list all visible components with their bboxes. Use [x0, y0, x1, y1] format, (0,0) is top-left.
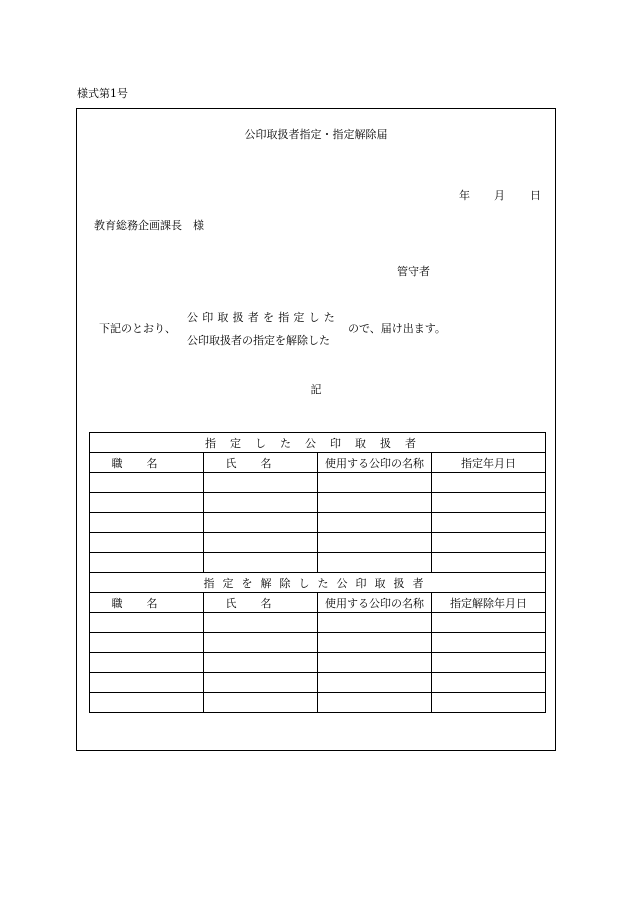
- form-frame: [76, 108, 556, 751]
- column-header: 氏名: [204, 593, 318, 613]
- table-row: [90, 693, 546, 713]
- table-cell[interactable]: [432, 633, 546, 653]
- table-cell[interactable]: [204, 553, 318, 573]
- table-cell[interactable]: [204, 673, 318, 693]
- table-cell[interactable]: [318, 613, 432, 633]
- table-cell[interactable]: [432, 553, 546, 573]
- table-cell[interactable]: [318, 493, 432, 513]
- table-cell[interactable]: [90, 673, 204, 693]
- statement-suffix: ので、届け出ます。: [348, 322, 446, 335]
- date-month: 月: [494, 189, 505, 202]
- table-cell[interactable]: [318, 693, 432, 713]
- table-row: [90, 533, 546, 553]
- register-table: [89, 432, 546, 713]
- table-cell[interactable]: [432, 473, 546, 493]
- table-cell[interactable]: [204, 653, 318, 673]
- table-row: [90, 473, 546, 493]
- table-cell[interactable]: [432, 693, 546, 713]
- form-title: 公印取扱者指定・指定解除届: [244, 128, 388, 141]
- cancelled-heading: 指定を解除した公印取扱者: [90, 573, 546, 593]
- table-cell[interactable]: [432, 613, 546, 633]
- table-cell[interactable]: [204, 513, 318, 533]
- column-header: 指定年月日: [432, 453, 546, 473]
- table-row: [90, 653, 546, 673]
- table-row: [90, 493, 546, 513]
- table-row: [90, 633, 546, 653]
- table-cell[interactable]: [318, 513, 432, 533]
- table-cell[interactable]: [204, 473, 318, 493]
- table-cell[interactable]: [432, 533, 546, 553]
- table-cell[interactable]: [90, 533, 204, 553]
- table-cell[interactable]: [90, 513, 204, 533]
- table-cell[interactable]: [90, 553, 204, 573]
- table-row: [90, 553, 546, 573]
- table-cell[interactable]: [318, 553, 432, 573]
- table-cell[interactable]: [90, 473, 204, 493]
- table-row: [90, 513, 546, 533]
- ki-label: 記: [310, 383, 322, 396]
- table-cell[interactable]: [204, 613, 318, 633]
- statement-option-cancel: 公印取扱者の指定を解除した: [187, 334, 330, 347]
- table-cell[interactable]: [432, 493, 546, 513]
- table-row: [90, 673, 546, 693]
- table-cell[interactable]: [318, 533, 432, 553]
- table-cell[interactable]: [90, 633, 204, 653]
- table-cell[interactable]: [432, 673, 546, 693]
- table-cell[interactable]: [432, 513, 546, 533]
- table-cell[interactable]: [318, 633, 432, 653]
- table-cell[interactable]: [204, 493, 318, 513]
- table-cell[interactable]: [90, 613, 204, 633]
- table-cell[interactable]: [318, 653, 432, 673]
- statement-prefix: 下記のとおり、: [99, 322, 176, 335]
- date-day: 日: [530, 189, 541, 202]
- table-cell[interactable]: [204, 693, 318, 713]
- statement-option-designate: 公印取扱者を指定した: [187, 311, 339, 324]
- addressee: 教育総務企画課長 様: [94, 219, 204, 232]
- date-year: 年: [459, 189, 470, 202]
- table-cell[interactable]: [318, 473, 432, 493]
- column-header: 使用する公印の名称: [318, 453, 432, 473]
- column-header: 氏名: [204, 453, 318, 473]
- designated-heading: 指定した公印取扱者: [90, 433, 546, 453]
- column-header: 使用する公印の名称: [318, 593, 432, 613]
- table-cell[interactable]: [432, 653, 546, 673]
- custodian-label: 管守者: [397, 265, 430, 278]
- table-cell[interactable]: [90, 493, 204, 513]
- column-header: 職名: [90, 593, 204, 613]
- column-header: 職名: [90, 453, 204, 473]
- table-cell[interactable]: [318, 673, 432, 693]
- table-cell[interactable]: [204, 633, 318, 653]
- form-number: 様式第1号: [77, 87, 128, 100]
- table-row: [90, 613, 546, 633]
- column-header: 指定解除年月日: [432, 593, 546, 613]
- table-cell[interactable]: [90, 653, 204, 673]
- table-cell[interactable]: [204, 533, 318, 553]
- table-cell[interactable]: [90, 693, 204, 713]
